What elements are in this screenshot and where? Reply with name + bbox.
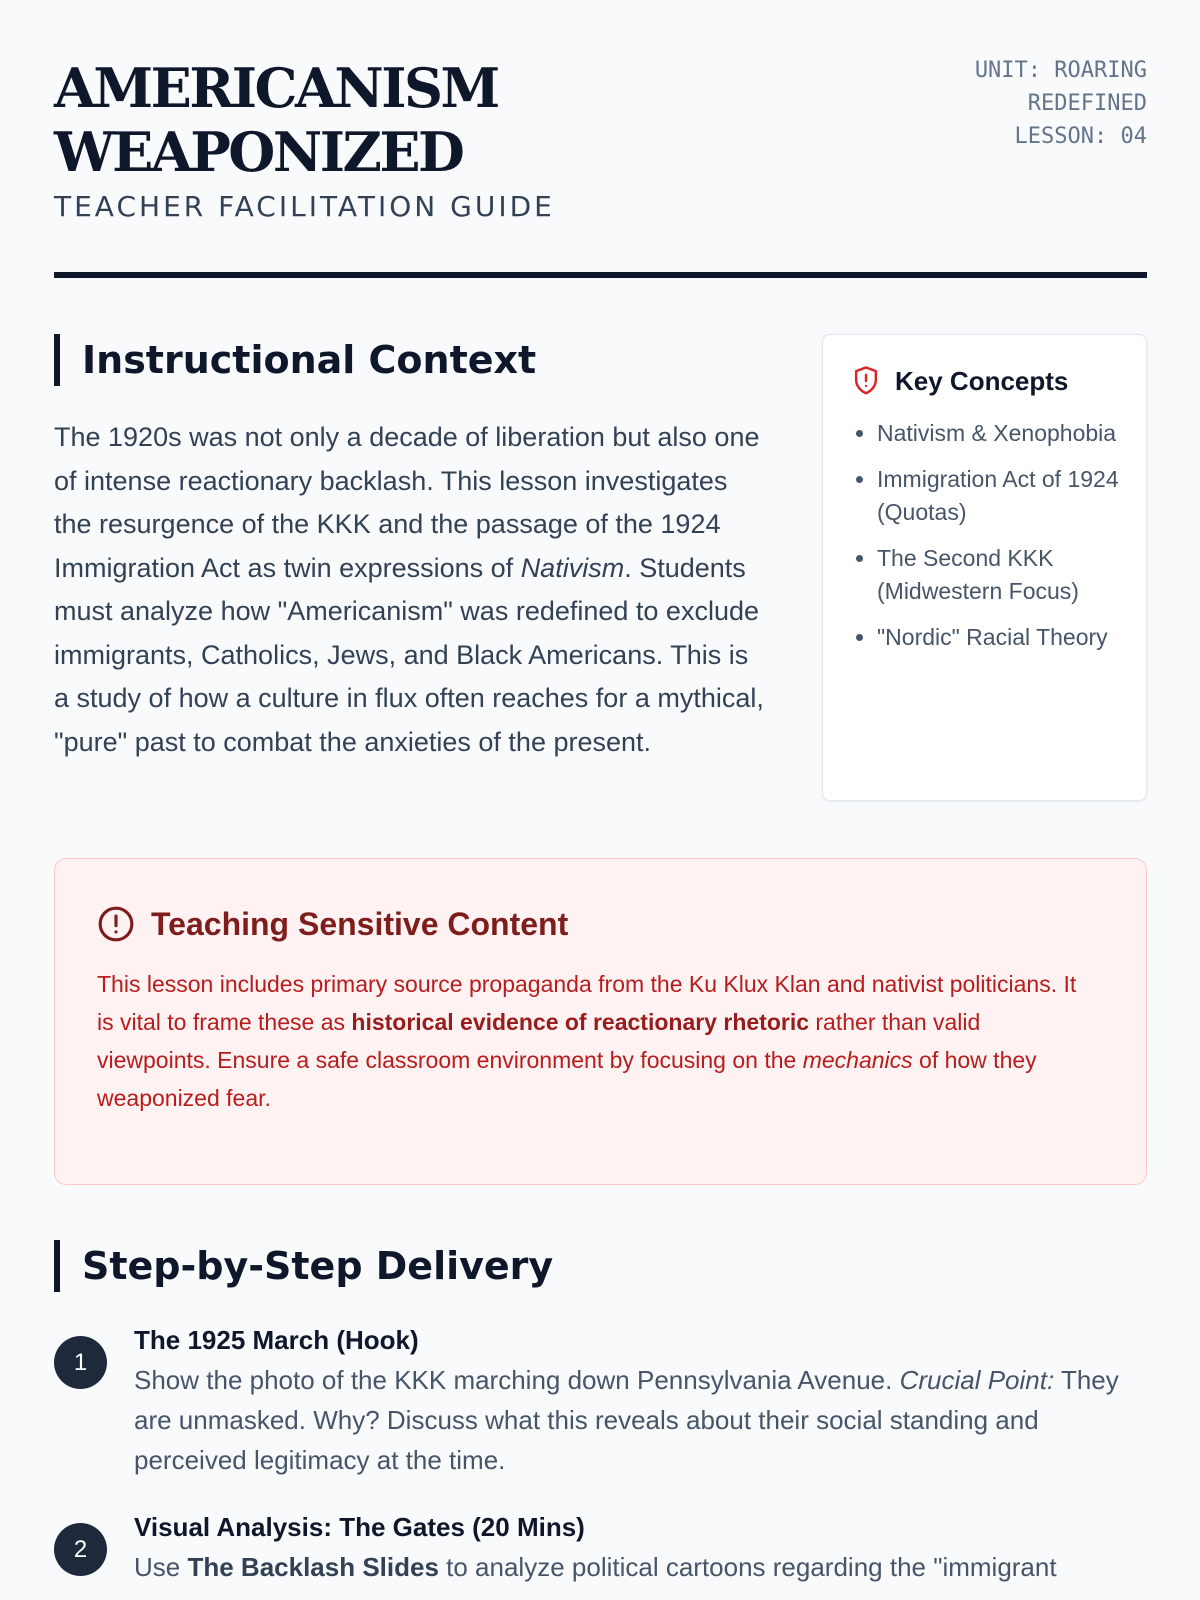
step-title: Visual Analysis: The Gates (20 Mins) [134,1512,585,1542]
meta-unit-line-2: REDEFINED [1027,91,1147,116]
facilitation-guide-page [54,0,1147,1582]
title-line-2: WEAPONIZED [54,120,463,184]
step-text-1: Use [134,1552,188,1582]
key-concepts-card [822,334,1147,801]
alert-strong: historical evidence of reactionary rhetoric [351,1009,809,1035]
context-text-2: . Students must analyze how "Americanism" was redefined to exclude immigrants, Catholics, Jews, and Black Americans. This is a study of how a culture in flux often reaches for a mythical, "pure" past to combat the anxieties of the present. [54,552,764,757]
key-concepts-title: Key Concepts [895,365,1069,396]
page-header [54,0,1147,280]
alert-paragraph [97,965,1097,1117]
alert-circle-icon [97,905,135,943]
page-title [54,56,498,184]
page-subtitle: TEACHER FACILITATION GUIDE [54,190,555,223]
step-strong: The Backlash Slides [187,1552,439,1582]
alert-text-2: rather than valid viewpoints. Ensure a safe classroom environment by focusing on the [97,1009,981,1073]
list-item: • The Second KKK (Midwestern Focus) [877,542,1137,608]
alert-emphasis: mechanics [802,1047,913,1073]
title-line-1: AMERICANISM [54,56,498,120]
shield-alert-icon [851,365,881,397]
alert-header [97,905,568,943]
step-content [134,1507,1147,1587]
delivery-section [54,1240,1147,1582]
step-description [134,1547,1147,1587]
step-description [134,1360,1147,1480]
step-content [134,1320,1147,1480]
step-text-2: to analyze political cartoons regarding the "immigrant [438,1552,1057,1582]
list-item: • Immigration Act of 1924 (Quotas) [877,463,1137,529]
meta-lesson: LESSON: 04 [1014,124,1147,149]
step-emphasis: Crucial Point: [899,1365,1055,1395]
step-title: The 1925 March (Hook) [134,1325,419,1355]
step-number: 1 [54,1336,107,1389]
instructional-context-section [54,334,1147,804]
context-emphasis: Nativism [520,552,625,583]
key-concepts-header [851,365,1068,397]
delivery-heading: Step-by-Step Delivery [54,1240,1147,1292]
step-text-1: Show the photo of the KKK marching down Pennsylvania Avenue. [134,1365,900,1395]
lesson-meta [975,54,1147,153]
context-main [54,334,770,764]
step-number: 2 [54,1523,107,1576]
context-heading: Instructional Context [54,334,770,386]
list-item: • Nativism & Xenophobia [877,417,1137,450]
context-text-1: The 1920s was not only a decade of liberation but also one of intense reactionary backlash. This lesson investigates the resurgence of the KKK and the passage of the 1924 Immigration Act as twin expressions of [54,422,760,583]
sensitive-content-alert [54,858,1147,1185]
alert-title: Teaching Sensitive Content [151,905,569,942]
step-text-2: They are unmasked. Why? Discuss what this reveals about their social standing and perceived legitimacy at the time. [134,1365,1119,1475]
header-divider [54,272,1147,278]
alert-text-1: This lesson includes primary source propaganda from the Ku Klux Klan and nativist politicians. It is vital to frame these as [97,971,1077,1035]
alert-text-3: of how they weaponized fear. [97,1047,1037,1111]
meta-unit-line-1: UNIT: ROARING [974,58,1147,83]
list-item: • "Nordic" Racial Theory [877,621,1137,654]
context-paragraph [54,416,770,764]
key-concepts-list [847,417,1137,667]
